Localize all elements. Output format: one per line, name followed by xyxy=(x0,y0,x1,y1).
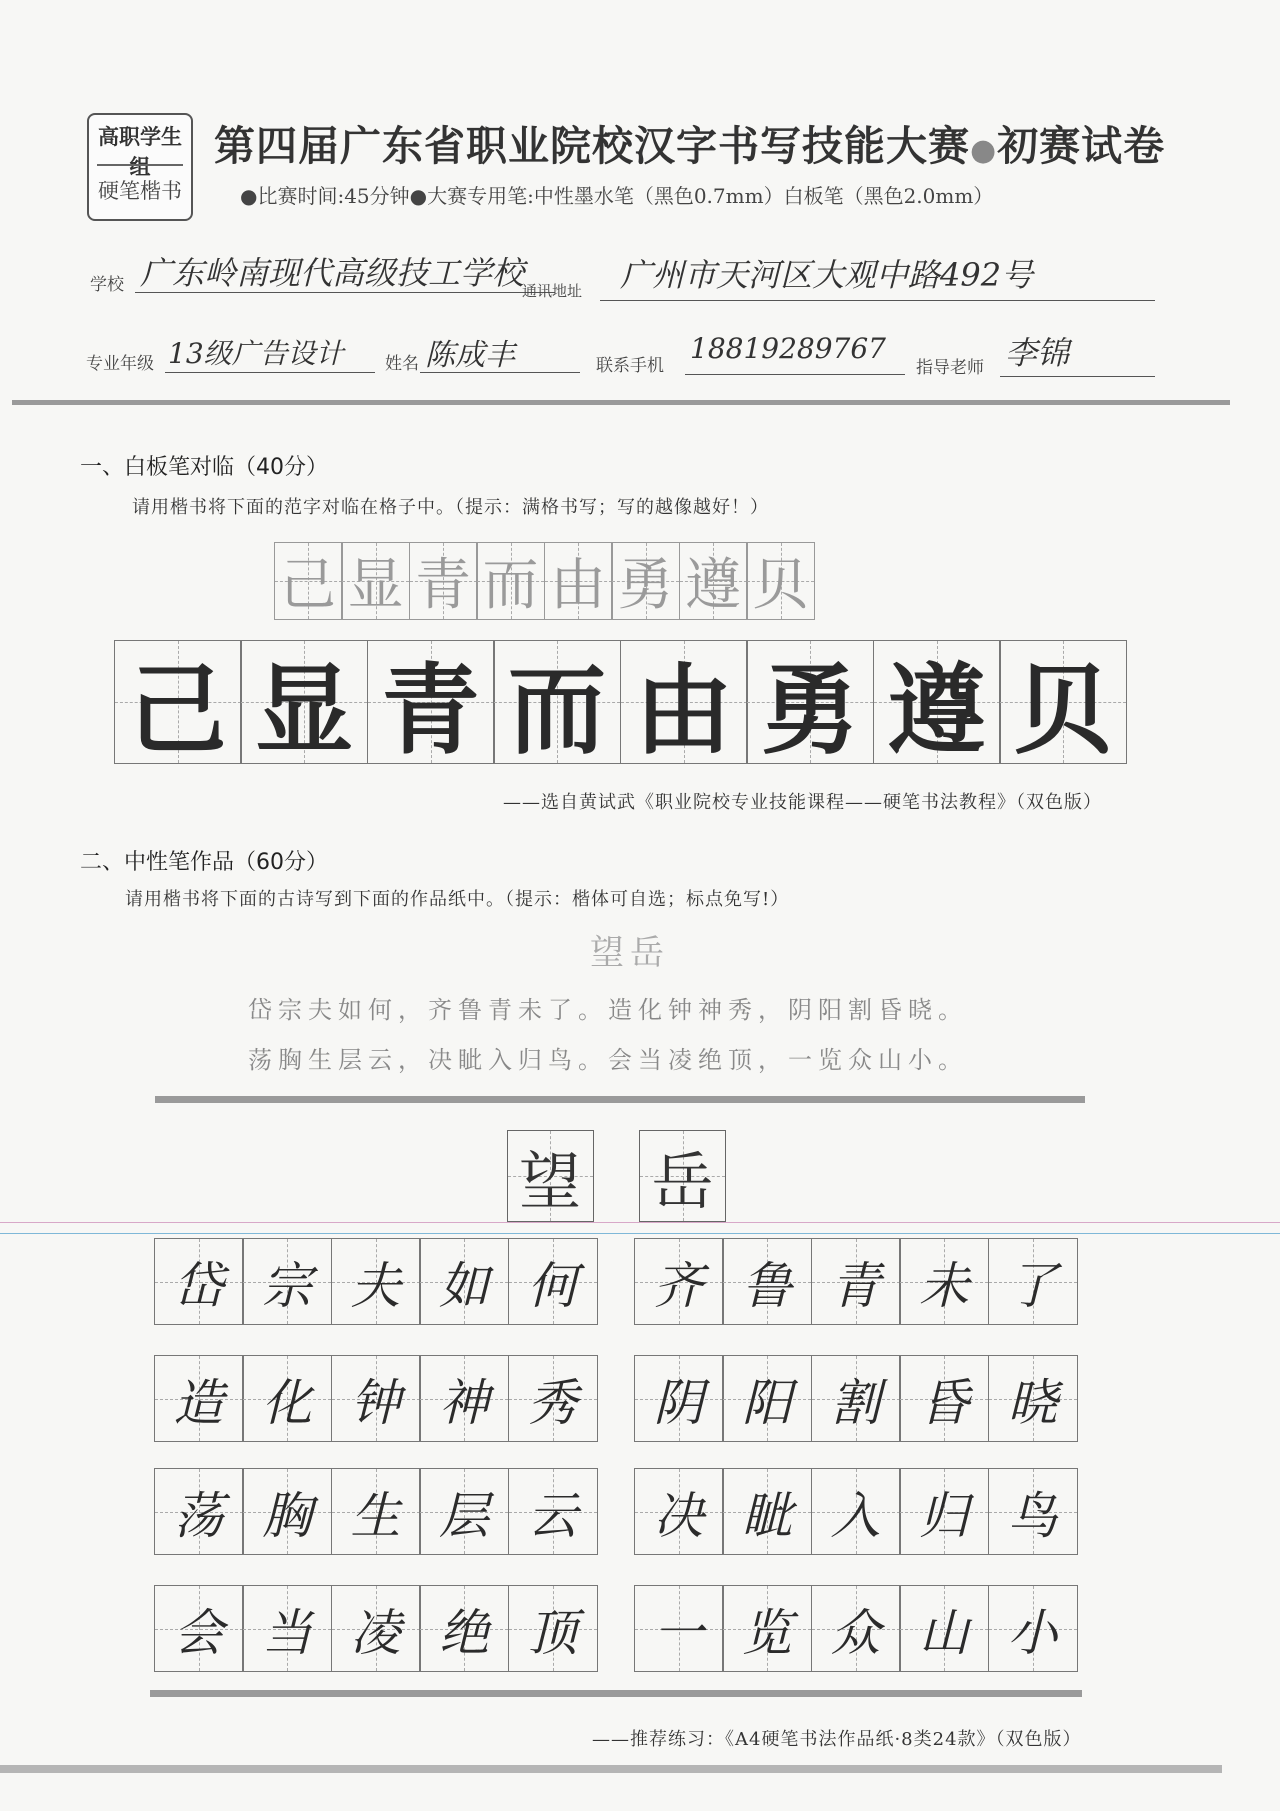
poem-char: 夫 xyxy=(350,1256,401,1315)
poem-char: 了 xyxy=(1007,1256,1058,1315)
phone-value: 18819289767 xyxy=(690,332,886,365)
poem-char: 绝 xyxy=(439,1603,489,1662)
poem-cell xyxy=(419,1468,509,1555)
poem-cell xyxy=(722,1355,812,1442)
poem-line-1: 岱宗夫如何，齐鲁青未了。造化钟神秀，阴阳割昏晓。 xyxy=(248,996,968,1024)
poem-cell xyxy=(988,1468,1078,1555)
model-cell xyxy=(409,542,478,620)
poem-cell xyxy=(722,1585,812,1672)
poem-cell xyxy=(331,1355,421,1442)
written-cell xyxy=(240,640,368,768)
poem-char: 顶 xyxy=(527,1603,578,1662)
poem-cell xyxy=(154,1238,244,1325)
poem-cell xyxy=(988,1238,1078,1325)
school-value: 广东岭南现代高级技工学校 xyxy=(140,254,525,292)
poem-char: 云 xyxy=(527,1486,578,1545)
written-cell xyxy=(620,640,748,768)
section2-heading: 二、中性笔作品（60分） xyxy=(80,850,328,875)
page-bottom-border xyxy=(0,1765,1222,1773)
model-character-grid xyxy=(275,542,815,620)
written-cell xyxy=(367,640,495,768)
phone-label: 联系手机 xyxy=(596,356,664,376)
major-underline xyxy=(165,372,375,373)
poem-cell xyxy=(419,1238,509,1325)
name-label: 姓名 xyxy=(385,354,419,374)
model-cell xyxy=(341,542,410,620)
model-char: 青 xyxy=(415,553,471,618)
poem-char: 山 xyxy=(919,1603,969,1662)
written-char: 由 xyxy=(634,652,733,768)
poem-cell xyxy=(242,1585,332,1672)
scan-line-pink xyxy=(0,1222,1280,1223)
poem-cell xyxy=(508,1238,598,1325)
poem-row-block xyxy=(635,1355,1078,1442)
school-label: 学校 xyxy=(90,275,124,295)
model-char: 己 xyxy=(280,553,336,618)
model-cell xyxy=(679,542,748,620)
section1-heading: 一、白板笔对临（40分） xyxy=(80,455,328,480)
teacher-underline xyxy=(1000,376,1155,377)
written-char: 贝 xyxy=(1013,652,1112,768)
model-char: 贝 xyxy=(752,553,809,618)
title-main: 第四届广东省职业院校汉字书写技能大赛 xyxy=(214,122,970,170)
poem-char: 阴 xyxy=(653,1373,704,1432)
model-char: 勇 xyxy=(617,553,674,618)
address-value: 广州市天河区大观中路492号 xyxy=(620,256,1034,294)
poem-cell xyxy=(634,1238,724,1325)
poem-cell xyxy=(811,1238,901,1325)
poem-char: 宗 xyxy=(262,1256,312,1315)
poem-cell xyxy=(419,1585,509,1672)
poem-cell xyxy=(154,1355,244,1442)
poem-cell xyxy=(722,1468,812,1555)
badge-divider xyxy=(97,164,183,166)
written-cell xyxy=(873,640,1001,768)
poem-cell xyxy=(508,1355,598,1442)
poem-char: 胸 xyxy=(262,1486,312,1545)
poem-row-block xyxy=(155,1355,598,1442)
title-suffix: 初赛试卷 xyxy=(997,122,1166,170)
poem-cell xyxy=(331,1468,421,1555)
model-char: 由 xyxy=(550,553,606,618)
poem-char: 晓 xyxy=(1007,1373,1058,1432)
poem-char: 鲁 xyxy=(742,1256,792,1315)
model-char: 显 xyxy=(347,553,404,618)
title-dot: ● xyxy=(970,133,998,168)
page-title xyxy=(214,113,1165,172)
poem-cell xyxy=(899,1355,989,1442)
poem-char: 当 xyxy=(262,1603,312,1662)
poem-cell xyxy=(242,1238,332,1325)
poem-char: 决 xyxy=(653,1486,704,1545)
written-char: 己 xyxy=(128,652,227,768)
model-char: 而 xyxy=(482,553,539,618)
poem-char: 层 xyxy=(439,1486,489,1545)
poem-char: 一 xyxy=(653,1603,704,1662)
poem-row-block xyxy=(155,1585,598,1672)
poem-cell xyxy=(634,1585,724,1672)
poem-char: 生 xyxy=(350,1486,401,1545)
badge-category-label: 硬笔楷书 xyxy=(98,179,182,203)
major-value: 13级广告设计 xyxy=(168,337,344,370)
poem-cell xyxy=(811,1468,901,1555)
poem-cell xyxy=(811,1585,901,1672)
poem-char: 众 xyxy=(830,1603,881,1662)
poem-row-block xyxy=(155,1468,598,1555)
poem-char: 入 xyxy=(830,1486,881,1545)
poem-char: 归 xyxy=(919,1486,969,1545)
model-cell xyxy=(611,542,680,620)
poem-char: 岱 xyxy=(173,1256,224,1315)
written-char: 勇 xyxy=(760,652,859,768)
poem-cell xyxy=(811,1355,901,1442)
title-cell xyxy=(639,1130,726,1222)
written-char: 遵 xyxy=(887,652,986,768)
poem-cell xyxy=(154,1468,244,1555)
poem-char: 小 xyxy=(1007,1603,1058,1662)
section2-hint: 请用楷书将下面的古诗写到下面的作品纸中。（提示：楷体可自选；标点免写!） xyxy=(125,889,790,910)
teacher-value: 李锦 xyxy=(1005,334,1070,372)
poem-line-2: 荡胸生层云，决眦入归鸟。会当凌绝顶，一览众山小。 xyxy=(248,1046,968,1074)
poem-char: 青 xyxy=(830,1256,881,1315)
address-underline xyxy=(600,300,1155,301)
address-label: 通讯地址 xyxy=(522,282,583,300)
poem-cell xyxy=(634,1355,724,1442)
poem-char: 昏 xyxy=(919,1373,969,1432)
poem-row-block xyxy=(635,1585,1078,1672)
poem-char: 阳 xyxy=(742,1373,792,1432)
written-char: 显 xyxy=(254,652,353,768)
badge-group-label: 高职学生组 xyxy=(98,125,182,179)
poem-cell xyxy=(419,1355,509,1442)
poem-char: 齐 xyxy=(653,1256,704,1315)
poem-cell xyxy=(722,1238,812,1325)
title-char: 岳 xyxy=(651,1144,714,1218)
poem-cell xyxy=(242,1355,332,1442)
phone-underline xyxy=(685,374,905,375)
section2-source: ——推荐练习：《A4硬笔书法作品纸·8类24款》（双色版） xyxy=(592,1729,1082,1750)
poem-cell xyxy=(899,1238,989,1325)
model-cell xyxy=(746,542,815,620)
written-title-grid xyxy=(508,1130,773,1222)
title-char: 望 xyxy=(518,1144,581,1218)
poem-char: 未 xyxy=(919,1256,969,1315)
teacher-label: 指导老师 xyxy=(916,358,984,378)
section1-source: ——选自黄试武《职业院校专业技能课程——硬笔书法教程》（双色版） xyxy=(503,792,1102,813)
poem-title: 望岳 xyxy=(590,933,670,973)
written-cell xyxy=(493,640,621,768)
poem-row-block xyxy=(155,1238,598,1325)
model-cell xyxy=(476,542,545,620)
poem-cell xyxy=(899,1468,989,1555)
title-cell xyxy=(507,1130,594,1222)
written-cell xyxy=(746,640,874,768)
poem-row-block xyxy=(635,1468,1078,1555)
written-cell xyxy=(999,640,1127,768)
poem-char: 何 xyxy=(527,1256,578,1315)
poem-char: 化 xyxy=(262,1373,312,1432)
poem-cell xyxy=(331,1585,421,1672)
poem-char: 览 xyxy=(742,1603,792,1662)
poem-char: 神 xyxy=(439,1373,489,1432)
poem-cell xyxy=(154,1585,244,1672)
section1-hint: 请用楷书将下面的范字对临在格子中。（提示：满格书写；写的越像越好！） xyxy=(132,497,769,518)
poem-cell xyxy=(242,1468,332,1555)
scan-line-blue xyxy=(0,1233,1280,1234)
written-char: 而 xyxy=(507,652,606,768)
poem-char: 如 xyxy=(439,1256,489,1315)
poem-char: 荡 xyxy=(173,1486,224,1545)
group-badge xyxy=(87,113,193,221)
name-value: 陈成丰 xyxy=(425,338,515,373)
poem-char: 凌 xyxy=(350,1603,401,1662)
written-char: 青 xyxy=(381,652,480,768)
worksheet-bottom-border xyxy=(150,1690,1082,1697)
poem-cell xyxy=(634,1468,724,1555)
poem-cell xyxy=(508,1468,598,1555)
worksheet-top-border xyxy=(155,1096,1085,1103)
poem-char: 鸟 xyxy=(1007,1486,1058,1545)
school-underline xyxy=(135,292,555,293)
poem-cell xyxy=(988,1585,1078,1672)
poem-char: 秀 xyxy=(527,1373,578,1432)
exam-info: ●比赛时间:45分钟●大赛专用笔:中性墨水笔（黑色0.7mm）白板笔（黑色2.0mm） xyxy=(240,184,994,208)
poem-cell xyxy=(508,1585,598,1672)
poem-char: 造 xyxy=(173,1373,224,1432)
written-character-grid xyxy=(115,640,1127,768)
poem-cell xyxy=(899,1585,989,1672)
model-cell xyxy=(274,542,343,620)
poem-char: 会 xyxy=(173,1603,224,1662)
model-char: 遵 xyxy=(685,553,741,618)
major-label: 专业年级 xyxy=(86,354,154,374)
poem-cell xyxy=(331,1238,421,1325)
poem-cell xyxy=(988,1355,1078,1442)
poem-row-block xyxy=(635,1238,1078,1325)
model-cell xyxy=(544,542,613,620)
poem-char: 钟 xyxy=(350,1373,401,1432)
written-cell xyxy=(114,640,242,768)
poem-char: 眦 xyxy=(742,1486,792,1545)
poem-char: 割 xyxy=(830,1373,881,1432)
name-underline xyxy=(420,372,580,373)
header-separator xyxy=(12,400,1230,405)
